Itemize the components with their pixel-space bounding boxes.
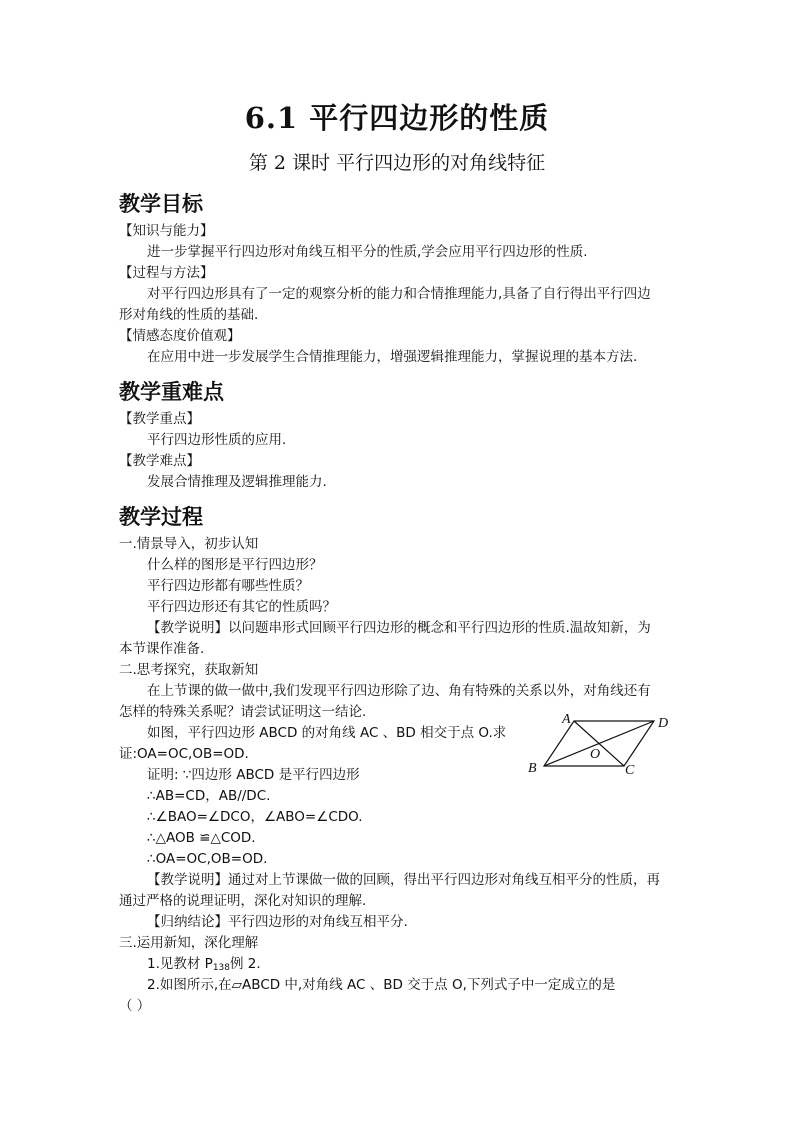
- section-heading-process: 教学过程: [119, 504, 203, 529]
- text-explore-4: 证:OA=OC,OB=OD.: [119, 746, 249, 762]
- teaching-note-1b: 本节课作准备.: [119, 641, 205, 657]
- exercise-1-tail: 例 2.: [230, 956, 261, 972]
- parallelogram-figure: [522, 708, 672, 778]
- lesson-subtitle: 第 2 课时 平行四边形的对角线特征: [248, 152, 546, 174]
- text-process-1: 对平行四边形具有了一定的观察分析的能力和合情推理能力,具备了自行得出平行四边: [147, 286, 651, 302]
- exercise-1-text: 1.见教材 P: [147, 956, 213, 972]
- teaching-note-1a: 【教学说明】以问题串形式回顾平行四边形的概念和平行四边形的性质.温故知新，为: [147, 620, 651, 636]
- page-title: 6.1 平行四边形的性质: [244, 101, 550, 135]
- text-emotion: 在应用中进一步发展学生合情推理能力，增强逻辑推理能力，掌握说理的基本方法.: [147, 349, 638, 365]
- tag-knowledge: 【知识与能力】: [119, 223, 214, 239]
- question-1: 什么样的图形是平行四边形？: [147, 557, 323, 573]
- exercise-1-page-subscript: 138: [212, 963, 230, 973]
- proof-line-0: 证明: ∵四边形 ABCD 是平行四边形: [147, 767, 360, 783]
- conclusion: 【归纳结论】平行四边形的对角线互相平分.: [147, 914, 408, 930]
- label-o: O: [590, 747, 601, 762]
- label-d: D: [658, 716, 669, 731]
- text-explore-3: 如图，平行四边形 ABCD 的对角线 AC 、BD 相交于点 O.求: [147, 725, 507, 741]
- proof-line-1: ∴AB=CD，AB//DC.: [147, 788, 271, 804]
- text-explore-1: 在上节课的做一做中,我们发现平行四边形除了边、角有特殊的关系以外，对角线还有: [147, 683, 651, 699]
- tag-key: 【教学重点】: [119, 411, 200, 427]
- text-process-2: 形对角线的性质的基础.: [119, 307, 259, 323]
- tag-emotion: 【情感态度价值观】: [119, 328, 241, 344]
- tag-difficulty: 【教学难点】: [119, 453, 200, 469]
- part1-title: 一.情景导入，初步认知: [119, 536, 259, 552]
- exercise-1: [147, 955, 261, 977]
- proof-line-3: ∴△AOB ≌△COD.: [147, 830, 256, 846]
- teaching-note-2b: 通过严格的说理证明，深化对知识的理解.: [119, 893, 367, 909]
- text-knowledge: 进一步掌握平行四边形对角线互相平分的性质,学会应用平行四边形的性质.: [147, 244, 588, 260]
- section-heading-goals: 教学目标: [119, 191, 203, 216]
- text-key: 平行四边形性质的应用.: [147, 432, 287, 448]
- label-a: A: [562, 712, 571, 727]
- text-difficulty: 发展合情推理及逻辑推理能力.: [147, 474, 327, 490]
- text-explore-2: 怎样的特殊关系呢？请尝试证明这一结论.: [119, 704, 367, 720]
- teaching-note-2a: 【教学说明】通过对上节课做一做的回顾，得出平行四边形对角线互相平分的性质，再: [147, 872, 660, 888]
- exercise-2-blank: （ ）: [119, 998, 151, 1014]
- proof-line-2: ∴∠BAO=∠DCO，∠ABO=∠CDO.: [147, 809, 363, 825]
- section-heading-key-points: 教学重难点: [119, 379, 224, 404]
- part3-title: 三.运用新知，深化理解: [119, 935, 259, 951]
- question-3: 平行四边形还有其它的性质吗？: [147, 599, 336, 615]
- label-b: B: [528, 761, 537, 776]
- exercise-2: 2.如图所示,在▱ABCD 中,对角线 AC 、BD 交于点 O,下列式子中一定成立的是: [147, 977, 616, 993]
- proof-line-4: ∴OA=OC,OB=OD.: [147, 851, 268, 867]
- part2-title: 二.思考探究，获取新知: [119, 662, 259, 678]
- tag-process: 【过程与方法】: [119, 265, 214, 281]
- question-2: 平行四边形都有哪些性质？: [147, 578, 309, 594]
- label-c: C: [625, 763, 635, 778]
